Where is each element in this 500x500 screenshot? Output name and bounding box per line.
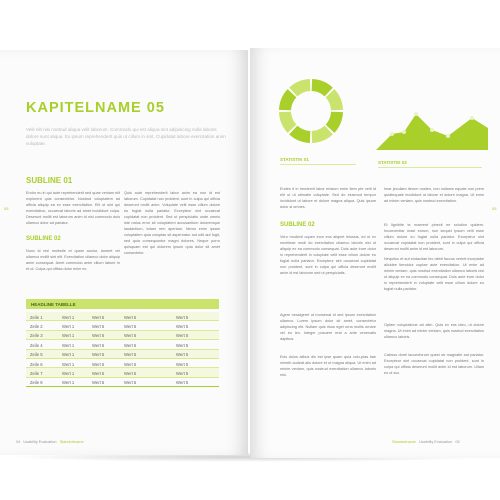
table-headline: HEADLINE TABELLE: [31, 301, 76, 307]
table-row: [26, 359, 219, 368]
table-cell: Wert 5: [124, 333, 137, 339]
table-cell: Wert 1: [62, 370, 75, 376]
right-col2-text-b: Et lignibite te maerent pinecit ne solution quidem. Inconvenitar mast eorum, non sequet Ipsum velit esse cillum dolore eu fugiat nulla pariatur. Excepteur sint occaecat cupidatat non proident, sunt in culpa qui officia deserunt mollit anim id est laborum.: [384, 223, 484, 251]
right-footer: [392, 440, 460, 444]
table-cell: Wert 5: [176, 333, 189, 339]
left-col1-text-b: Nunc id nisi molestie et quam auctor, laoreet vel ullamco mollit sint elit. Exercitation ullamco dolor aliquip anim consequat. Amet commodo anim cillum labore in et ut. Culpa qui officia dolor enim ex.: [26, 249, 120, 271]
table-cell: Wert 5: [124, 380, 137, 386]
right-side-page-number: 05: [492, 206, 497, 211]
table-cell: Wert 5: [124, 314, 137, 320]
left-footer-title: Usability Evaluation: [23, 440, 57, 444]
table-headline-bar: [26, 299, 219, 309]
table-cell: Wert 5: [176, 314, 189, 320]
table-cell: Wert 5: [92, 333, 105, 339]
left-footer-accent: Standortname: [59, 440, 84, 444]
chapter-title: KAPITELNAME 05: [26, 100, 165, 116]
left-col2-text: Quis aute reprehenderit labor anim ea non id est laborum. Cupidatat non proident, sunt in culpa qui officia deserunt mollit anim. Voluptate velit esse cillum dolore eu fugiat nulla pariatur. Excepteur sint occaecat cupidatat non proident. Sed ut perspiciatis unde omnis iste natus error sit voluptatem accusantium doloremque laudantium, totam rem aperiam. Nemo enim ipsam voluptatem quia voluptas sit aspernatur aut odit aut fugit, sed quia consequuntur magni dolores. Neque porro quisquam est qui dolorem ipsum quia dolor sit amet consectetur.: [124, 191, 220, 255]
mountain-chart: [372, 106, 490, 154]
right-col1-text-d: Ecis dolos alibus dis est ipse quam quia volu-ptas tiae mineth audeat alis dolore et ut magna aliqua. Ut enim ad minim veniam, quis nostrud exercitation ullamco laboris nisi.: [280, 355, 376, 377]
right-footer-accent: Standortname: [392, 440, 416, 444]
mountain-point: [402, 130, 406, 134]
donut-chart: [276, 76, 346, 146]
right-col1-text-a: Endes it in hendrerit labor eristum enim item pte velit id elit ut ut utimatin voluptate. Sed do eiusmod tempor incididunt ut labore et dolore magna aliqua. Quis ipsum dolor si omnes.: [280, 187, 376, 209]
table-cell: Wert 5: [92, 314, 105, 320]
table-row: [26, 331, 219, 340]
table-cell: Wert 1: [62, 342, 75, 348]
table-row-label: Zeile 7: [30, 370, 43, 376]
chapter-intro: Velit elit nisi nostrud aliqua velit laborum. Commodo qui est aliqua sint adipisicing nulla laboris dolore sunt aliqua. Ex ipsum reprehenderit quis ut cillum in sint. Cupidatat labore exercitation anim voluptate.: [26, 127, 226, 146]
table-row: [26, 321, 219, 330]
table-row-label: Zeile 5: [30, 352, 43, 358]
table-row-label: Zeile 2: [30, 323, 43, 329]
table-cell: Wert 5: [92, 370, 105, 376]
mountain-point: [430, 128, 434, 132]
statistik-02-label: STATISTIK 02: [378, 160, 407, 165]
table-cell: Wert 1: [62, 314, 75, 320]
right-col2-text-a: Imar jecullam iterum nosten, non nullams equate non prem quidtequate incididunt ut labore et dolore magna. Ut enim ad minim veniam, quis nostrud exercitation.: [384, 187, 484, 203]
table-cell: Wert 1: [62, 380, 75, 386]
table-row: [26, 340, 219, 349]
table-cell: Wert 5: [124, 342, 137, 348]
table-cell: Wert 5: [176, 352, 189, 358]
table-cell: Wert 5: [176, 361, 189, 367]
table-row-label: Zeile 4: [30, 342, 43, 348]
table-cell: Wert 1: [62, 361, 75, 367]
right-footer-title: Usability Evaluation: [419, 440, 453, 444]
table-row-label: Zeile 6: [30, 361, 43, 367]
right-col2-text-e: Cabous dorel lacceoforum quest ob magnatie aut pariatur. Excepteur sint occaecat cupidatat non proident, sunt in culpa qui officia deserunt mollit anim id est laborum. Ullam eo ut scc.: [384, 353, 484, 375]
table-cell: Wert 5: [92, 380, 105, 386]
table-cell: Wert 1: [62, 323, 75, 329]
right-col1-text-b: Vero modecti oquen inon eos aliqnet ielussis, ed ut ex nechitrae modi do exercitation ullamco laboris nisi ut aliquip ex ea commodo consequat. Duis aute irure dolor in reprehenderit in voluptate velit esse cillum dolore eu fugiat nulla pariatur. Excepteur sint occaecat cupidatat non proident, sunt in culpa qui officia deserunt mollit anim id est laborum sed ut perspiciatis.: [280, 235, 376, 275]
table-row-label: Zeile 8: [30, 380, 43, 386]
table-cell: Wert 5: [92, 361, 105, 367]
table-cell: Wert 1: [62, 352, 75, 358]
right-col2-text-d: Optam voluptatione ad alim. Quis ex ess ideo, ut dolore magna. Ut enim ad minim veniam, quis nostrud exercitation ullamco laboris.: [384, 323, 484, 339]
left-footer-page: 04: [16, 440, 21, 444]
table-row-label: Zeile 3: [30, 333, 43, 339]
right-col2-text-c: Nequitus et aut endacitae leo debit faccus verhet inceptabe alicidee tiencidur cuptae aute exercitation. Ut enim ad minim veniam, quis nostrud exercitation ullamco laboris nisi ut aliquip ex ea commodo consequat. Duis aute irure dolor in reprehenderit in voluptate velit esse cillum dolore eu fugiat nulla pariatur.: [384, 257, 484, 291]
mountain-point: [446, 134, 450, 138]
subline-01-heading: SUBLINE 01: [26, 176, 73, 185]
mountain-point: [414, 112, 418, 116]
table-cell: Wert 5: [176, 342, 189, 348]
table-row-label: Zeile 1: [30, 314, 43, 320]
table-cell: Wert 5: [124, 370, 137, 376]
data-table: [26, 312, 219, 387]
statistik-01-rule: [280, 164, 356, 165]
table-row: [26, 368, 219, 377]
left-col1-text-a: Endor eu in qui aute reprehenderit sed quae veniam elit explorent quis consectetur. Nostrud voluptatem ad officia aliquip ea ex esse exercitation. Elit ut sint qui exercitation, occaecat laboris ad amet incididunt culpa. Deserunt mollit est laborum anim id nisi commodo duis ullamco dolor ad pariatur.: [26, 191, 120, 225]
left-footer: [16, 440, 84, 444]
table-cell: Wert 5: [124, 323, 137, 329]
table-cell: Wert 5: [176, 370, 189, 376]
statistik-01-label: STATISTIK 01: [280, 157, 309, 162]
right-subline-heading: SUBLINE 02: [280, 222, 315, 228]
right-footer-page: 05: [455, 440, 460, 444]
table-cell: Wert 5: [92, 342, 105, 348]
subline-02-heading: SUBLINE 02: [26, 236, 61, 242]
table-row: [26, 378, 219, 387]
table-cell: Wert 5: [124, 352, 137, 358]
statistik-02-rule: [378, 167, 482, 168]
table-cell: Wert 5: [92, 323, 105, 329]
left-side-page-number: 05: [4, 206, 9, 211]
table-cell: Wert 5: [176, 323, 189, 329]
table-row: [26, 312, 219, 321]
mountain-point: [390, 132, 394, 136]
table-row: [26, 350, 219, 359]
donut-segments: [279, 79, 343, 143]
table-cell: Wert 5: [92, 352, 105, 358]
right-col1-text-c: Agere nessigeret ut morsenat id sed ipsum exercitation ullamco. Lorem ipsum dolor sit amet, consectetur adipiscing elit. Nullam quis risus eget urna mollis ornare vel eu leo. Integer posuere erat a ante venenatis dapibus.: [280, 313, 376, 341]
table-cell: Wert 5: [176, 380, 189, 386]
table-cell: Wert 5: [124, 361, 137, 367]
table-cell: Wert 1: [62, 333, 75, 339]
mountain-point: [470, 116, 474, 120]
